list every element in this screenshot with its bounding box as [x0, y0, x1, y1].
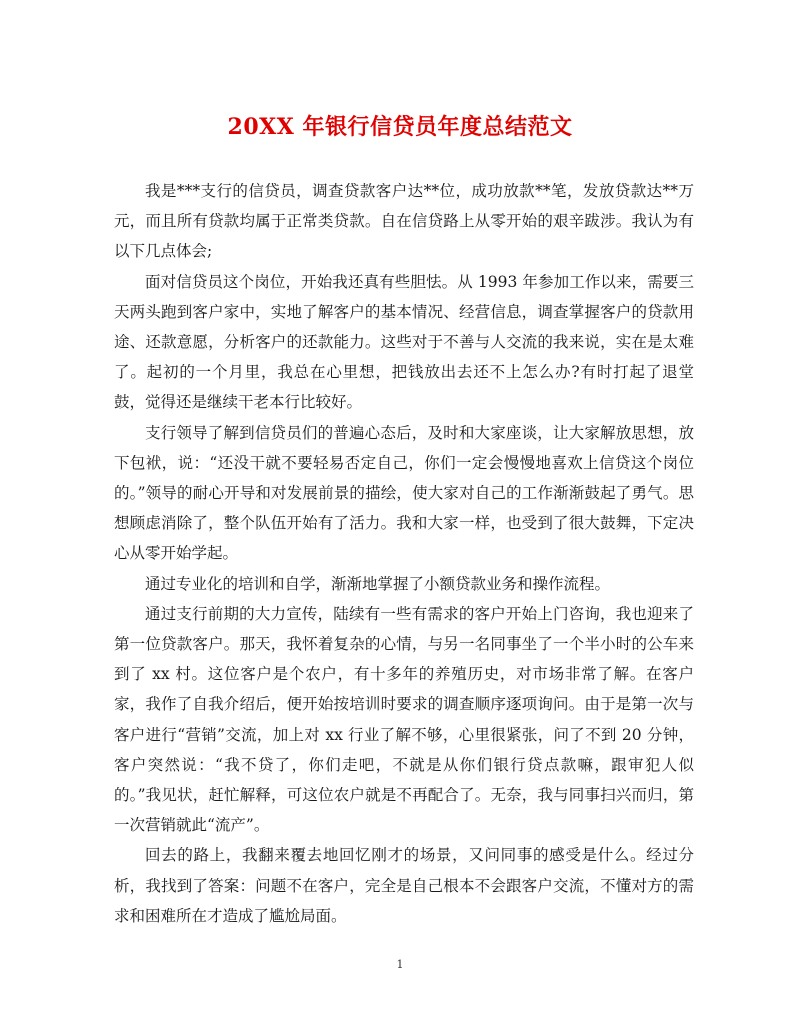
- document-title: 20XX 年银行信贷员年度总结范文: [227, 114, 573, 140]
- paragraph: 回去的路上，我翻来覆去地回忆刚才的场景，又问同事的感受是什么。经过分析，我找到了答案：问题不在客户，完全是自己根本不会跟客户交流，不懂对方的需求和困难所在才造成了尴尬局面。: [114, 846, 694, 925]
- paragraph: 面对信贷员这个岗位，开始我还真有些胆怯。从 1993 年参加工作以来，需要三天两头跑到客户家中，实地了解客户的基本情况、经营信息，调查掌握客户的贷款用途、还款意愿，分析客户的还款能力。这些对于不善与人交流的我来说，实在是太难了。起初的一个月里，我总在心里想，把钱放出去还不上怎么办?有时打起了退堂鼓，觉得还是继续干老本行比较好。: [114, 272, 694, 412]
- paragraph: 我是***支行的信贷员，调查贷款客户达**位，成功放款**笔，发放贷款达**万元，而且所有贷款均属于正常类贷款。自在信贷路上从零开始的艰辛跋涉。我认为有以下几点体会;: [114, 182, 694, 261]
- document-body: [114, 176, 694, 931]
- paragraph: 通过支行前期的大力宣传，陆续有一些有需求的客户开始上门咨询，我也迎来了第一位贷款客户。那天，我怀着复杂的心情，与另一名同事坐了一个半小时的公车来到了 xx 村。这位客户是个农户，有十多年的养殖历史，对市场非常了解。在客户家，我作了自我介绍后，便开始按培训时要求的调查顺序逐项询问。由于是第一次与客户进行“营销”交流，加上对 xx 行业了解不够，心里很紧张，问了不到 20 分钟，客户突然说：“我不贷了，你们走吧，不就是从你们银行贷点款嘛，跟审犯人似的。”我见状，赶忙解释，可这位农户就是不再配合了。无奈，我与同事扫兴而归，第一次营销就此“流产”。: [114, 604, 694, 835]
- paragraph: 通过专业化的培训和自学，渐渐地掌握了小额贷款业务和操作流程。: [145, 574, 611, 593]
- page-number: 1: [396, 958, 404, 971]
- paragraph: 支行领导了解到信贷员们的普遍心态后，及时和大家座谈，让大家解放思想，放下包袱，说：“还没干就不要轻易否定自己，你们一定会慢慢地喜欢上信贷这个岗位的。”领导的耐心开导和对发展前景的描绘，使大家对自己的工作渐渐鼓起了勇气。思想顾虑消除了，整个队伍开始有了活力。我和大家一样，也受到了很大鼓舞，下定决心从零开始学起。: [114, 423, 694, 563]
